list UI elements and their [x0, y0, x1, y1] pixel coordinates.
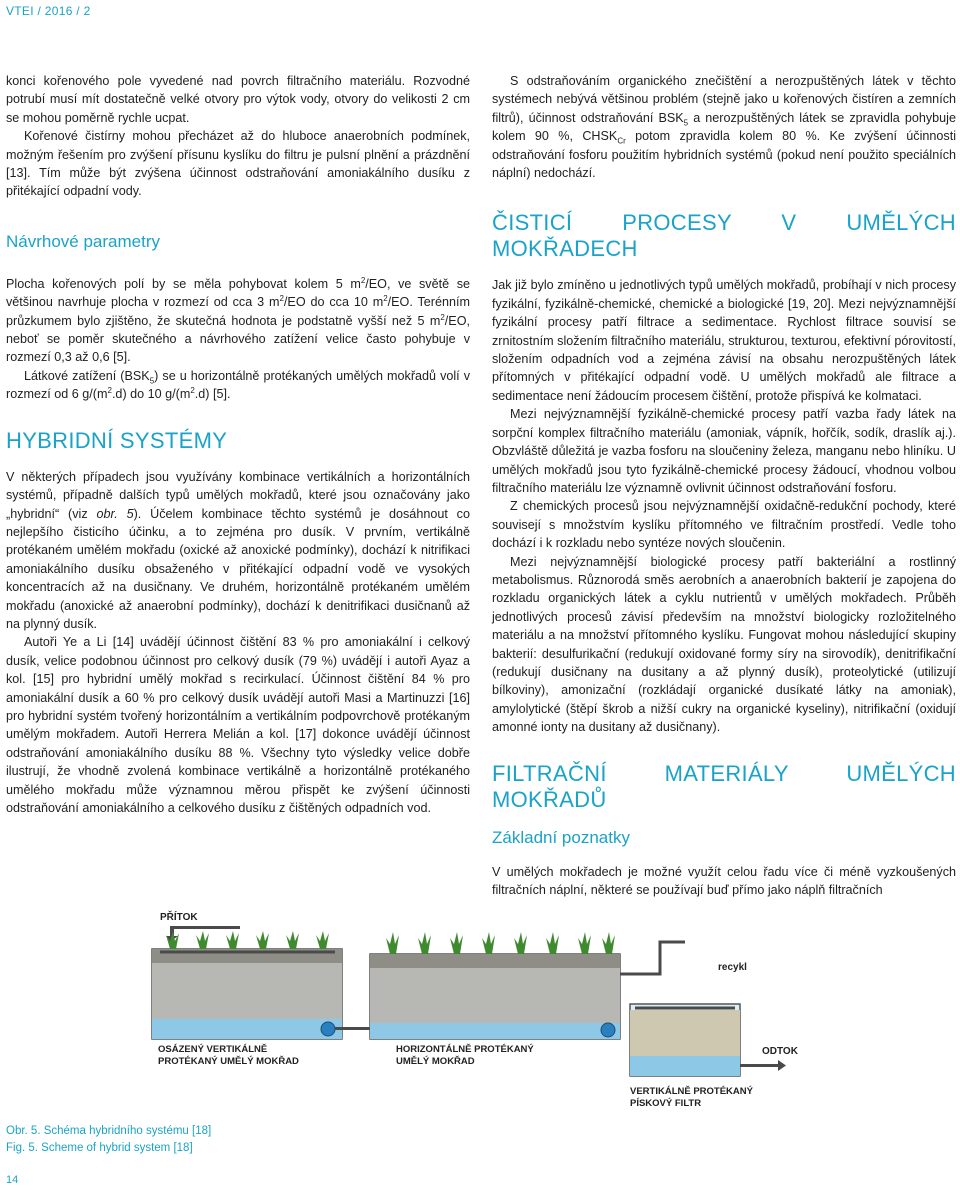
- inflow-pipe-horizontal: [170, 926, 240, 929]
- outflow-arrow-icon: [778, 1060, 786, 1071]
- caption-cz: Obr. 5. Schéma hybridního systému [18]: [6, 1125, 212, 1137]
- plants-row-1: [166, 931, 329, 949]
- running-header: VTEI / 2016 / 2: [6, 4, 91, 18]
- paragraph: Mezi nejvýznamnější fyzikálně-chemické procesy patří vazba řady látek na sorpční komplex filtračního materiálu (amoniak, vápník, hořčík, sodík, draslík aj.). Obzvláště důležitá je vazba fosforu na sloučeniny železa, manganu nebo hliníku. U umělých mokřadů jsou tyto fyzikálně-chemické procesy žádoucí, vhodnou volbou filtračního materiálu lze významně ovlivnit účinnost odstraňování fosforu.: [492, 407, 956, 495]
- paragraph: V některých případech jsou využívány kombinace vertikálních a horizontálních systémů, případně dalších typů umělých mokřadů, které jsou označovány jako „hybridní“ (viz obr. 5). Účelem kombinace těchto systémů je dosáhnout co nejlepšího čisticího účinku, a to zejména pro dusík. V prvním, vertikálně protékaném umělém mokřadu (oxické až anoxické podmínky), dochází k nitrifikaci amoniakálního dusíku obsaženého v přitékající odpadní vodě ve vysokých koncentracích až na dusičnany. Ve druhém, horizontálně protékaném umělém mokřadu (anoxické až anaerobní podmínky), dochází k denitrifikaci dusičnanů až na plynný dusík.: [6, 469, 470, 631]
- pump-icon: [321, 1022, 335, 1036]
- caption-en: Fig. 5. Scheme of hybrid system [18]: [6, 1142, 193, 1154]
- vertical-wetland-tank: [152, 949, 342, 1039]
- paragraph: Z chemických procesů jsou nejvýznamnější oxidačně-redukční pochody, které souvisejí s množstvím kyslíku přítomného ve filtračním prostředí. Vedle toho dochází i k rozkladu nebo syntéze nových sloučenin.: [492, 499, 956, 551]
- paragraph: konci kořenového pole vyvedené nad povrch filtračního materiálu. Rozvodné potrubí musí mít dostatečně velké otvory pro výtok vody, otvory do velikosti 2 cm se mohou poměrně rychle ucpat.: [6, 74, 470, 125]
- label-odtok: ODTOK: [762, 1046, 798, 1057]
- left-column: [6, 72, 470, 817]
- paragraph: Látkové zatížení $(BSK_5)$ se u horizontálně protékaných umělých mokřadů volí v rozmezí od 6 $g/(m^2.d)$ do 10 $g/(m^2.d)$ [5].: [6, 368, 471, 402]
- label-sand-filter-2: PÍSKOVÝ FILTR: [630, 1098, 702, 1109]
- paragraph: Kořenové čistírny mohou přecházet až do hluboce anaerobních podmínek, možným řešením pro zvýšení přísunu kyslíku do filtru je pulsní plnění a prázdnění [13]. Tím může být zvýšena účinnost odstraňování amoniakálního dusíku z přitékající odpadní vody.: [6, 129, 470, 199]
- pump-icon: [601, 1023, 615, 1037]
- paragraph: Mezi nejvýznamnější biologické procesy patří bakteriální a rostlinný metabolismus. Různorodá směs aerobních a anaerobních bakterií je zapojena do rozkladu organických látek a cyklu nutrientů v umělých mokřadech. Průběh jednotlivých procesů závisí především na množství biologicky rozložitelného materiálu a na množství přítomného kyslíku. Fungovat mohou následující skupiny bakterií: desulfurikační (redukují oxidované formy síry na sirovodík), denitrifikační (redukují dusičnany na dusitany a až plynný dusík), proteolytické (utilizují bílkoviny), amonizační (rozkládají organické dusíkaté látky na amoniak), amylolytické (štěpí škrob a nižší cukry na organické kyseliny), nitrifikační (oxidují amonné ionty na dusitany až dusičnany).: [492, 554, 956, 735]
- connecting-pipe-1: [335, 1027, 371, 1030]
- page-number: 14: [6, 1174, 19, 1186]
- sand-filter-tank: [630, 1004, 740, 1076]
- paragraph: Plocha kořenových polí by se měla pohybovat kolem 5 $m^2/EO$, ve světě se většinou navrhuje plocha v rozmezí od cca 3 $m^2/EO$ do cca 10 $m^2/EO$. Terénním průzkumem bylo zjištěno, že skutečná hodnota je podstatně vyšší než 5 $m^2/EO$, neboť se poměr skutečného a návrhového zatížení velice často pohybuje v rozmezí 0,3 až 0,6 [5].: [6, 275, 470, 365]
- label-horizontal-wetland-1: HORIZONTÁLNĚ PROTÉKANÝ: [396, 1044, 534, 1055]
- paragraph: Jak již bylo zmíněno u jednotlivých typů umělých mokřadů, probíhají v nich procesy fyzikální, fyzikálně-chemické, chemické a biologické [19, 20]. Mezi nejvýznamnější fyzikální procesy patří filtrace a sedimentace. Rychlost filtrace souvisí se zrnitostním složením filtračního materiálu, strukturou, texturou, efektivní pórovitostí, složením odpadních vod a zejména závisí na obsahu nerozpuštěných látek přítomných v přitékající odpadní vodě. U umělých mokřadů ale filtrace a sedimentace není žádoucím procesem čištění, protože přispívá ke kolmataci.: [492, 278, 956, 403]
- horizontal-wetland-tank: [370, 954, 620, 1039]
- subheading-zakladni-poznatky: Základní poznatky: [492, 827, 630, 847]
- paragraph: V umělých mokřadech je možné využít celou řadu více či méně vyzkoušených filtračních náplní, některé se používají buď přímo jako náplň filtračních: [492, 864, 956, 897]
- heading-filtracni-materialy: FILTRAČNÍ MATERIÁLY UMĚLÝCH MOKŘADŮ: [492, 760, 956, 812]
- outflow-pipe: [740, 1064, 780, 1067]
- hybrid-system-figure: [140, 904, 830, 1118]
- subheading-navrhove-parametry: Návrhové parametry: [6, 231, 161, 251]
- label-pritok: PŘÍTOK: [160, 912, 198, 923]
- label-sand-filter-1: VERTIKÁLNĚ PROTÉKANÝ: [630, 1086, 753, 1097]
- plants-row-2: [386, 932, 615, 954]
- label-recykl: recykl: [718, 962, 747, 973]
- right-column: [492, 72, 956, 899]
- label-vertical-wetland-1: OSÁZENÝ VERTIKÁLNĚ: [158, 1044, 268, 1055]
- label-horizontal-wetland-2: UMĚLÝ MOKŘAD: [396, 1056, 475, 1067]
- recycle-pipe: [620, 942, 685, 974]
- paragraph: S odstraňováním organického znečištění a nerozpuštěných látek v těchto systémech nebývá většinou problém (stejně jako u kořenových čistíren a zemních filtrů), účinnost odstraňování $BSK_5$ a nerozpuštěných látek se zpravidla pohybuje kolem 90 %, $CHSK_{Cr}$ potom zpravidla kolem 80 %. Ke zvýšení účinnosti odstraňování fosforu použitím hybridních systémů (pokud není použito speciálních náplní) nedochází.: [492, 74, 956, 181]
- heading-hybridni-systemy: HYBRIDNÍ SYSTÉMY: [6, 427, 228, 453]
- figure-caption: [6, 1123, 211, 1157]
- paragraph: Autoři Ye a Li [14] uvádějí účinnost čištění 83 % pro amoniakální i celkový dusík, velice podobnou účinnost pro celkový dusík (79 %) uvádějí i autoři Ayaz a kol. [15] pro hybridní umělý mokřad s recirkulací. Účinnost čištění 84 % pro amoniakální dusík a 60 % pro celkový dusík uvádějí autoři Masi a Martinuzzi [16] pro hybridní systém tvořený horizontálním a vertikálním podpovrchově protékaným umělým mokřadem. Autoři Herrera Melián a kol. [17] dokonce uvádějí účinnost odstraňování amoniakálního dusíku 88 %. Všechny tyto výsledky velice dobře ilustrují, že vhodně zvolená kombinace vertikálně a horizontálně protékaného umělého mokřadu může významnou měrou přispět ke zvýšení účinnosti odstraňování amoniakálního a celkového dusíku z čištěných odpadních vod.: [6, 635, 470, 815]
- label-vertical-wetland-2: PROTÉKANÝ UMĚLÝ MOKŘAD: [158, 1056, 299, 1067]
- hybrid-system-diagram: [140, 904, 830, 1118]
- heading-cistici-procesy: ČISTICÍ PROCESY V UMĚLÝCH MOKŘADECH: [492, 210, 956, 262]
